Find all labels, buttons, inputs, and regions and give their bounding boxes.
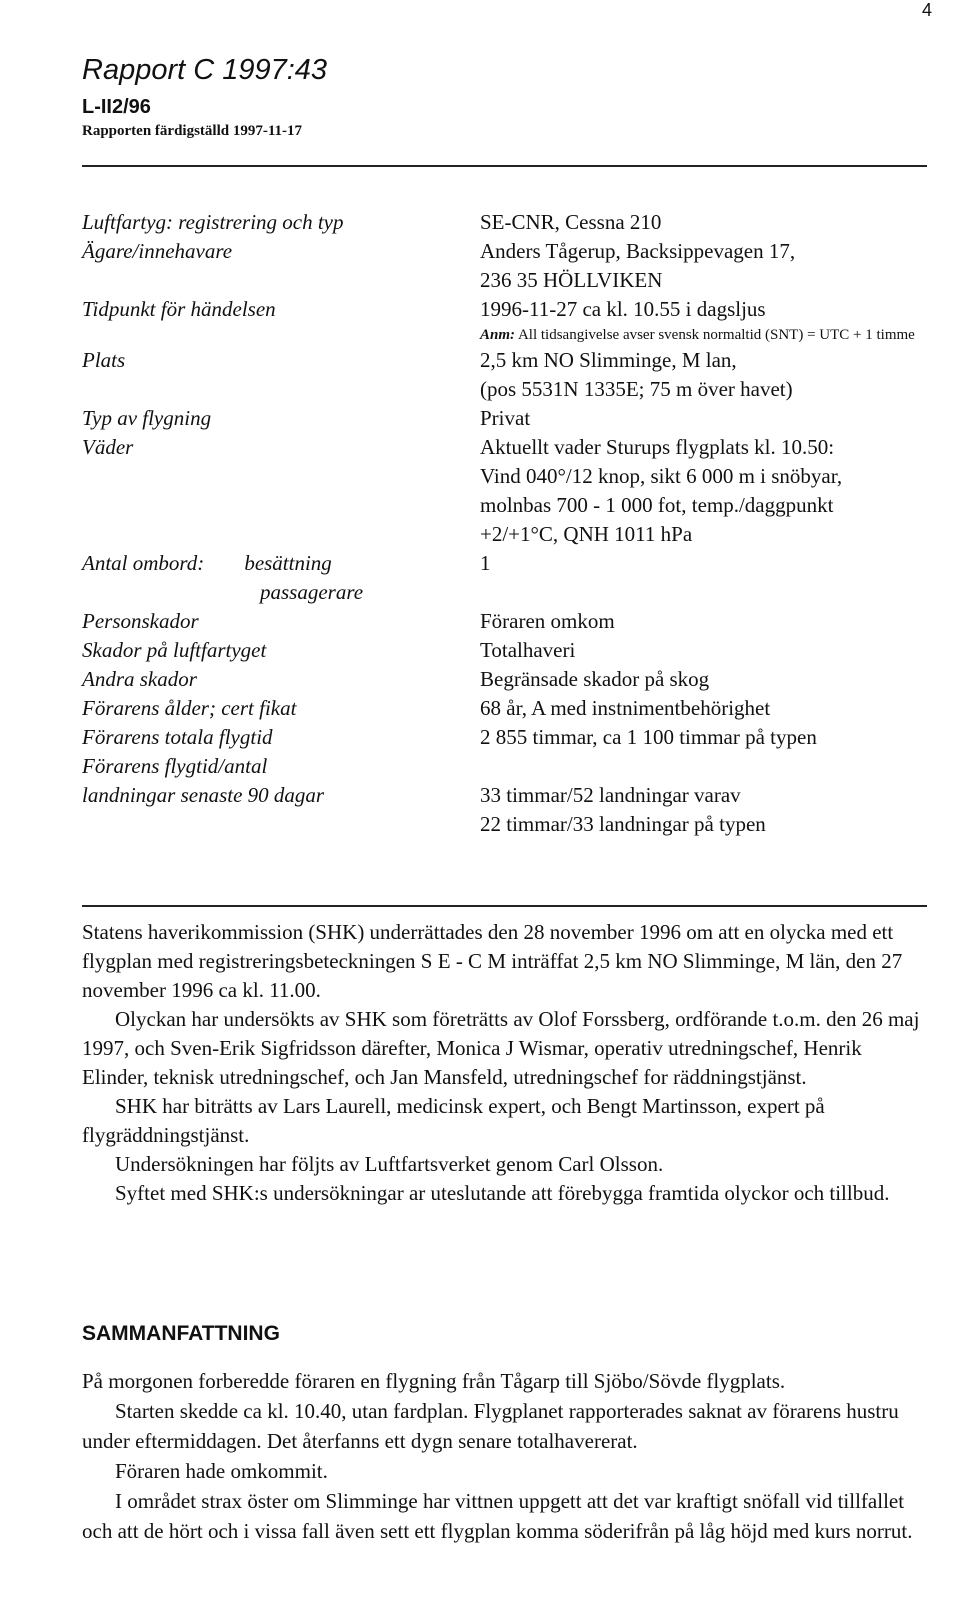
body-paragraph: Olyckan har undersökts av SHK som företrätts av Olof Forssberg, ordförande t.o.m. den 26 maj 1997, och Sven-Erik Sigfridsson därefter, Monica J Wismar, operativ utredningschef, Henrik Elinder, teknisk utredningschef, och Jan Mansfeld, utredningschef for räddningstjänst. <box>82 1007 920 1089</box>
fact-value <box>480 607 942 636</box>
fact-label: Väder <box>82 435 134 459</box>
fact-value-line: Totalhaveri <box>480 638 576 662</box>
time-note <box>480 324 942 346</box>
fact-value <box>480 404 942 433</box>
fact-value-line: 1996-11-27 ca kl. 10.55 i dagsljus <box>480 297 766 321</box>
fact-value <box>480 549 942 578</box>
fact-value <box>480 752 942 781</box>
fact-row-pilot-age <box>82 694 942 723</box>
investigation-text <box>82 918 932 1208</box>
fact-value-line: Aktuellt vader Sturups flygplats kl. 10.50: <box>480 435 835 459</box>
fact-label: Luftfartyg: registrering och typ <box>82 210 344 234</box>
fact-value-line: molnbas 700 - 1 000 fot, temp./daggpunkt <box>480 493 834 517</box>
summary-paragraph: I området strax öster om Slimminge har vittnen uppgett att det var kraftigt snöfall vid tillfallet och att de hört och i vissa fall även sett ett flygplan komma söderifrån på låg höjd med kurs norrut. <box>82 1489 913 1543</box>
fact-value-line: 22 timmar/33 landningar på typen <box>480 812 766 836</box>
fact-label: Personskador <box>82 609 199 633</box>
fact-value-line: +2/+1°C, QNH 1011 hPa <box>480 522 693 546</box>
middle-divider <box>82 905 927 907</box>
report-title: Rapport C 1997:43 <box>82 54 328 86</box>
fact-row-aircraft <box>82 208 942 237</box>
fact-sublabel: besättning <box>244 551 332 575</box>
facts-table <box>82 208 942 839</box>
fact-row-pilot-total-time <box>82 723 942 752</box>
fact-sublabel: passagerare <box>260 580 364 604</box>
fact-row-owner <box>82 237 942 295</box>
body-paragraph: Syftet med SHK:s undersökningar ar uteslutande att förebygga framtida olyckor och tillbud. <box>115 1181 890 1205</box>
fact-value <box>480 781 942 839</box>
fact-value-line: Anders Tågerup, Backsippevagen 17, <box>480 239 796 263</box>
report-completed-date: Rapporten färdigställd 1997-11-17 <box>82 123 303 139</box>
fact-value <box>480 237 942 295</box>
fact-value-line: Vind 040°/12 knop, sikt 6 000 m i snöbyar, <box>480 464 843 488</box>
fact-row-onboard-crew <box>82 549 942 578</box>
fact-label: Plats <box>82 348 126 372</box>
fact-value-line: 33 timmar/52 landningar varav <box>480 783 741 807</box>
fact-value-line: 68 år, A med instnimentbehörighet <box>480 696 771 720</box>
top-divider <box>82 165 927 167</box>
body-paragraph: SHK har biträtts av Lars Laurell, medicinsk expert, och Bengt Martinsson, expert på flygräddningstjänst. <box>82 1094 825 1147</box>
fact-label <box>82 578 480 607</box>
summary-paragraph: På morgonen forberedde föraren en flygning från Tågarp till Sjöbo/Sövde flygplats. <box>82 1369 786 1393</box>
fact-row-pilot-recent-time <box>82 752 942 781</box>
body-paragraph: Statens haverikommission (SHK) underrättades den 28 november 1996 om att en olycka med ett flygplan med registreringsbeteckningen S E - C M inträffat 2,5 km NO Slimminge, M län, den 27 november 1996 ca kl. 11.00. <box>82 920 903 1002</box>
fact-row-pilot-recent-landings <box>82 781 942 839</box>
fact-row-place <box>82 346 942 404</box>
fact-value <box>480 346 942 404</box>
fact-label: Förarens flygtid/antal <box>82 754 268 778</box>
fact-label: Skador på luftfartyget <box>82 638 267 662</box>
fact-value-line: 1 <box>480 551 491 575</box>
body-paragraph: Undersökningen har följts av Luftfartsverket genom Carl Olsson. <box>115 1152 664 1176</box>
fact-label: Förarens ålder; cert fikat <box>82 696 297 720</box>
fact-row-onboard-passengers <box>82 578 942 607</box>
fact-value-line: (pos 5531N 1335E; 75 m över havet) <box>480 377 793 401</box>
fact-row-flight-type <box>82 404 942 433</box>
fact-value <box>480 723 942 752</box>
fact-value-line: 236 35 HÖLLVIKEN <box>480 268 663 292</box>
note-label: Anm: <box>480 327 516 343</box>
fact-label: Andra skador <box>82 667 197 691</box>
fact-value <box>480 694 942 723</box>
fact-value <box>480 636 942 665</box>
fact-value <box>480 578 942 607</box>
fact-row-other-damage <box>82 665 942 694</box>
fact-label: Ägare/innehavare <box>82 239 233 263</box>
fact-label: Förarens totala flygtid <box>82 725 273 749</box>
fact-label: Tidpunkt för händelsen <box>82 297 276 321</box>
fact-value-line: SE-CNR, Cessna 210 <box>480 210 662 234</box>
fact-label-main: Antal ombord: <box>82 551 205 575</box>
fact-label <box>82 549 480 578</box>
fact-value-line: 2,5 km NO Slimminge, M lan, <box>480 348 737 372</box>
report-code: L-II2/96 <box>82 96 151 118</box>
summary-paragraph: Starten skedde ca kl. 10.40, utan fardplan. Flygplanet rapporterades saknat av förarens hustru under eftermiddagen. Det återfanns ett dygn senare totalhavererat. <box>82 1399 899 1453</box>
fact-row-weather <box>82 433 942 549</box>
fact-row-aircraft-damage <box>82 636 942 665</box>
fact-row-time <box>82 295 942 346</box>
summary-heading: SAMMANFATTNING <box>82 1322 280 1345</box>
summary-text <box>82 1366 932 1546</box>
fact-value-line: Föraren omkom <box>480 609 615 633</box>
fact-value-line: Privat <box>480 406 531 430</box>
fact-value-line: Begränsade skador på skog <box>480 667 710 691</box>
fact-value <box>480 433 942 549</box>
note-text: All tidsangivelse avser svensk normaltid (SNT) = UTC + 1 timme <box>517 327 915 343</box>
fact-value <box>480 295 942 346</box>
fact-label: landningar senaste 90 dagar <box>82 783 325 807</box>
page-number: 4 <box>921 0 932 20</box>
summary-paragraph: Föraren hade omkommit. <box>115 1459 328 1483</box>
fact-value <box>480 208 942 237</box>
fact-value-line: 2 855 timmar, ca 1 100 timmar på typen <box>480 725 817 749</box>
fact-row-injuries <box>82 607 942 636</box>
fact-value <box>480 665 942 694</box>
fact-label: Typ av flygning <box>82 406 212 430</box>
